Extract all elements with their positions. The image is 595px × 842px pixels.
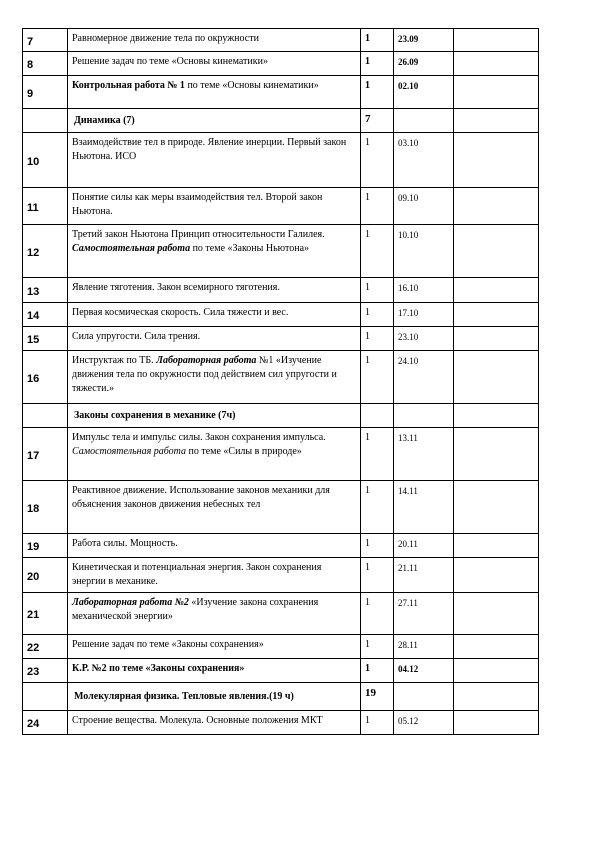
lesson-hours: 1 xyxy=(361,558,394,593)
lesson-plan-table xyxy=(22,28,539,735)
lesson-date: 16.10 xyxy=(394,278,454,303)
lesson-number: 15 xyxy=(23,327,68,351)
lesson-date: 03.10 xyxy=(394,133,454,188)
lesson-number: 14 xyxy=(23,303,68,327)
lesson-number: 8 xyxy=(23,52,68,76)
section-title: Молекулярная физика. Тепловые явления.(19 ч) xyxy=(68,683,361,711)
lesson-topic xyxy=(68,29,361,52)
lesson-date: 20.11 xyxy=(394,534,454,558)
lesson-topic-fragment: К.Р. №2 по теме «Законы сохранения» xyxy=(72,663,245,674)
lesson-row xyxy=(23,76,539,109)
lesson-row xyxy=(23,188,539,225)
lesson-number: 11 xyxy=(23,188,68,225)
lesson-number-cell xyxy=(23,109,68,133)
lesson-number: 18 xyxy=(23,481,68,534)
section-row xyxy=(23,683,539,711)
section-hours: 7 xyxy=(361,109,394,133)
lesson-topic-fragment: Первая космическая скорость. Сила тяжести и вес. xyxy=(72,307,289,318)
lesson-topic-fragment: Явление тяготения. Закон всемирного тяготения. xyxy=(72,282,280,293)
lesson-date: 10.10 xyxy=(394,225,454,278)
lesson-topic xyxy=(68,327,361,351)
lesson-number: 19 xyxy=(23,534,68,558)
section-title: Динамика (7) xyxy=(68,109,361,133)
lesson-row xyxy=(23,534,539,558)
lesson-topic xyxy=(68,52,361,76)
lesson-topic xyxy=(68,351,361,404)
lesson-row xyxy=(23,711,539,735)
section-hours xyxy=(361,404,394,428)
lesson-number: 21 xyxy=(23,593,68,635)
notes-cell xyxy=(454,188,539,225)
lesson-date: 23.09 xyxy=(394,29,454,52)
lesson-hours: 1 xyxy=(361,711,394,735)
notes-cell xyxy=(454,635,539,659)
lesson-date-cell xyxy=(394,404,454,428)
lesson-row xyxy=(23,558,539,593)
lesson-row xyxy=(23,635,539,659)
lesson-topic-fragment: Контрольная работа № 1 xyxy=(72,80,185,91)
lesson-hours: 1 xyxy=(361,351,394,404)
lesson-topic xyxy=(68,225,361,278)
section-row xyxy=(23,109,539,133)
lesson-number-cell xyxy=(23,404,68,428)
lesson-number-cell xyxy=(23,683,68,711)
lesson-row xyxy=(23,303,539,327)
lesson-topic xyxy=(68,481,361,534)
lesson-topic xyxy=(68,635,361,659)
lesson-topic-fragment: Реактивное движение. Использование законов механики для объяснения законов движения небесных тел xyxy=(72,485,330,510)
lesson-topic-fragment: по теме «Основы кинематики» xyxy=(184,80,319,91)
lesson-number: 7 xyxy=(23,29,68,52)
section-title: Законы сохранения в механике (7ч) xyxy=(68,404,361,428)
lesson-topic xyxy=(68,428,361,481)
lesson-date: 13.11 xyxy=(394,428,454,481)
notes-cell xyxy=(454,404,539,428)
lesson-number: 22 xyxy=(23,635,68,659)
notes-cell xyxy=(454,225,539,278)
lesson-hours: 1 xyxy=(361,303,394,327)
lesson-number: 16 xyxy=(23,351,68,404)
lesson-date: 14.11 xyxy=(394,481,454,534)
lesson-topic xyxy=(68,659,361,683)
lesson-hours: 1 xyxy=(361,327,394,351)
lesson-topic-fragment: Решение задач по теме «Основы кинематики» xyxy=(72,56,268,67)
section-hours: 19 xyxy=(361,683,394,711)
notes-cell xyxy=(454,327,539,351)
lesson-topic-fragment: по теме «Законы Ньютона» xyxy=(190,243,310,254)
notes-cell xyxy=(454,76,539,109)
lesson-topic-fragment: Решение задач по теме «Законы сохранения» xyxy=(72,639,264,650)
lesson-row xyxy=(23,225,539,278)
lesson-hours: 1 xyxy=(361,659,394,683)
lesson-topic-fragment: Лабораторная работа №2 xyxy=(72,597,189,608)
lesson-row xyxy=(23,133,539,188)
lesson-topic-fragment: Строение вещества. Молекула. Основные положения МКТ xyxy=(72,715,323,726)
lesson-date: 23.10 xyxy=(394,327,454,351)
section-row xyxy=(23,404,539,428)
notes-cell xyxy=(454,428,539,481)
lesson-date: 09.10 xyxy=(394,188,454,225)
lesson-date: 27.11 xyxy=(394,593,454,635)
notes-cell xyxy=(454,711,539,735)
notes-cell xyxy=(454,29,539,52)
notes-cell xyxy=(454,683,539,711)
lesson-topic-fragment: Равномерное движение тела по окружности xyxy=(72,33,259,44)
lesson-row xyxy=(23,29,539,52)
lesson-plan-body xyxy=(23,29,539,735)
lesson-hours: 1 xyxy=(361,133,394,188)
lesson-date: 02.10 xyxy=(394,76,454,109)
notes-cell xyxy=(454,558,539,593)
lesson-topic xyxy=(68,133,361,188)
notes-cell xyxy=(454,133,539,188)
notes-cell xyxy=(454,109,539,133)
notes-cell xyxy=(454,481,539,534)
lesson-date: 17.10 xyxy=(394,303,454,327)
notes-cell xyxy=(454,351,539,404)
lesson-topic-fragment: Понятие силы как меры взаимодействия тел. Второй закон Ньютона. xyxy=(72,192,323,217)
lesson-topic-fragment: Импульс тела и импульс силы. Закон сохранения импульса. xyxy=(72,432,326,443)
lesson-date: 04.12 xyxy=(394,659,454,683)
lesson-topic-fragment: Самостоятельная работа xyxy=(72,243,191,254)
lesson-number: 17 xyxy=(23,428,68,481)
lesson-topic-fragment: Инструктаж по ТБ. xyxy=(72,355,157,366)
lesson-date-cell xyxy=(394,109,454,133)
lesson-topic xyxy=(68,593,361,635)
lesson-hours: 1 xyxy=(361,534,394,558)
lesson-topic xyxy=(68,303,361,327)
lesson-date: 28.11 xyxy=(394,635,454,659)
lesson-number: 24 xyxy=(23,711,68,735)
lesson-hours: 1 xyxy=(361,481,394,534)
lesson-row xyxy=(23,52,539,76)
lesson-topic-fragment: Работа силы. Мощность. xyxy=(72,538,178,549)
notes-cell xyxy=(454,659,539,683)
notes-cell xyxy=(454,278,539,303)
lesson-date: 24.10 xyxy=(394,351,454,404)
lesson-topic-fragment: «Изучение закона сохранения механической энергии» xyxy=(72,597,319,622)
lesson-row xyxy=(23,428,539,481)
lesson-topic xyxy=(68,76,361,109)
lesson-date: 05.12 xyxy=(394,711,454,735)
lesson-topic-fragment: Взаимодействие тел в природе. Явление инерции. Первый закон Ньютона. ИСО xyxy=(72,137,347,162)
lesson-row xyxy=(23,481,539,534)
lesson-row xyxy=(23,351,539,404)
lesson-topic xyxy=(68,278,361,303)
lesson-topic xyxy=(68,534,361,558)
lesson-row xyxy=(23,327,539,351)
lesson-topic-fragment: Самостоятельная работа xyxy=(72,446,186,457)
notes-cell xyxy=(454,593,539,635)
lesson-hours: 1 xyxy=(361,593,394,635)
lesson-hours: 1 xyxy=(361,29,394,52)
lesson-row xyxy=(23,278,539,303)
lesson-row xyxy=(23,593,539,635)
lesson-number: 10 xyxy=(23,133,68,188)
lesson-number: 12 xyxy=(23,225,68,278)
notes-cell xyxy=(454,303,539,327)
lesson-hours: 1 xyxy=(361,188,394,225)
lesson-topic xyxy=(68,188,361,225)
lesson-number: 13 xyxy=(23,278,68,303)
lesson-hours: 1 xyxy=(361,225,394,278)
lesson-hours: 1 xyxy=(361,52,394,76)
lesson-date-cell xyxy=(394,683,454,711)
notes-cell xyxy=(454,52,539,76)
lesson-topic-fragment: Лабораторная работа xyxy=(156,355,257,366)
lesson-number: 9 xyxy=(23,76,68,109)
lesson-row xyxy=(23,659,539,683)
lesson-hours: 1 xyxy=(361,635,394,659)
lesson-topic xyxy=(68,558,361,593)
lesson-number: 20 xyxy=(23,558,68,593)
lesson-hours: 1 xyxy=(361,278,394,303)
lesson-topic-fragment: Сила упругости. Сила трения. xyxy=(72,331,201,342)
lesson-number: 23 xyxy=(23,659,68,683)
lesson-topic-fragment: Третий закон Ньютона Принцип относительности Галилея. xyxy=(72,229,325,240)
lesson-hours: 1 xyxy=(361,76,394,109)
lesson-topic xyxy=(68,711,361,735)
lesson-topic-fragment: №1 «Изучение движения тела по окружности под действием сил упругости и тяжести.» xyxy=(72,355,337,394)
lesson-topic-fragment: по теме «Силы в природе» xyxy=(185,446,302,457)
notes-cell xyxy=(454,534,539,558)
lesson-hours: 1 xyxy=(361,428,394,481)
lesson-topic-fragment: Кинетическая и потенциальная энергия. Закон сохранения энергии в механике. xyxy=(72,562,322,587)
lesson-date: 21.11 xyxy=(394,558,454,593)
lesson-date: 26.09 xyxy=(394,52,454,76)
